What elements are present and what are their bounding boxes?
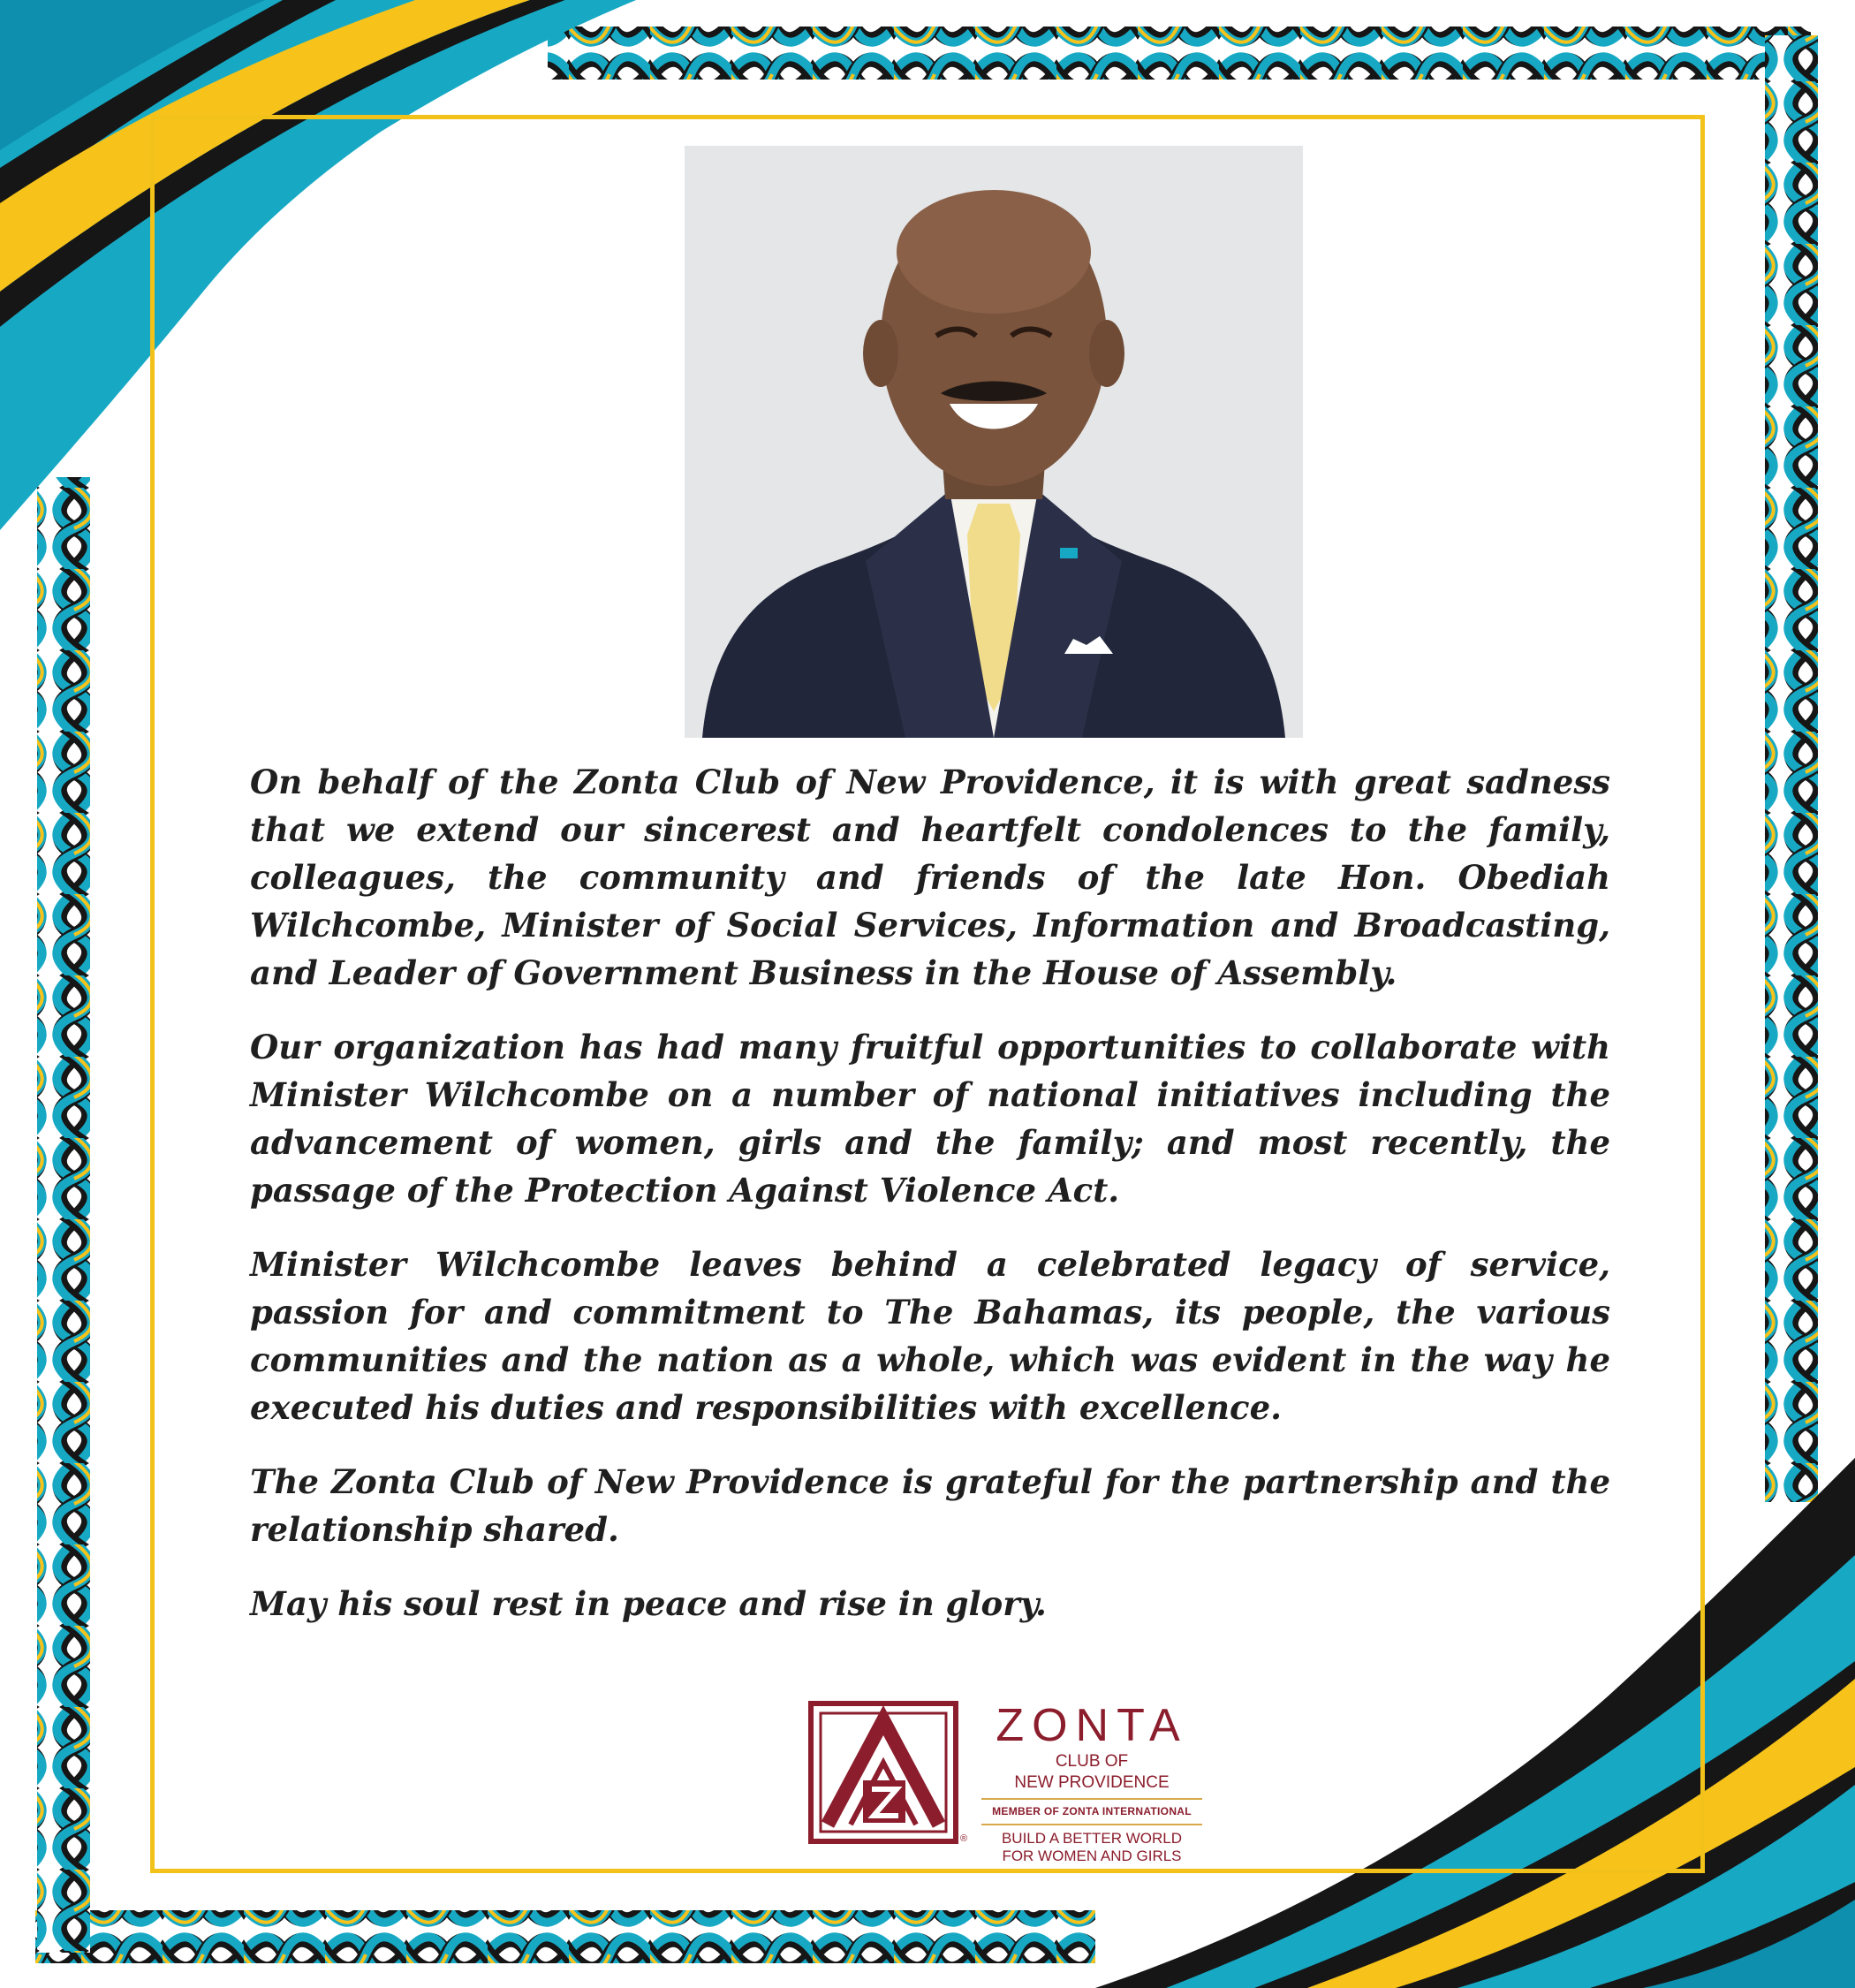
zonta-logo xyxy=(808,1700,1197,1864)
zonta-emblem-icon xyxy=(808,1701,958,1844)
logo-divider xyxy=(981,1798,1202,1800)
logo-tagline-2: FOR WOMEN AND GIRLS xyxy=(1002,1848,1182,1864)
message-paragraph: Minister Wilchcombe leaves behind a celebrated legacy of service, passion for and commitment to The Bahamas, its people, the various communities and the nation as a whole, which was evident in the way he executed his duties and responsibilities with excellence. xyxy=(250,1245,1610,1427)
ribbon-border-right xyxy=(1765,35,1818,1502)
logo-club-line1: CLUB OF xyxy=(1055,1752,1129,1771)
ribbon-border-bottom xyxy=(35,1910,1095,1963)
zonta-logo-text xyxy=(981,1701,1202,1865)
portrait-photo xyxy=(685,146,1303,738)
condolence-message xyxy=(250,758,1610,1654)
logo-club-line2: NEW PROVIDENCE xyxy=(1014,1773,1170,1792)
message-paragraph: On behalf of the Zonta Club of New Providence, it is with great sadness that we extend our sincerest and heartfelt condolences to the family, colleagues, the community and friends of the late Hon. Obediah Wilchcombe, Minister of Social Services, Information and Broadcasting, and Leader of Government Business in the House of Assembly. xyxy=(250,763,1610,992)
closing-line: May his soul rest in peace and rise in glory. xyxy=(250,1584,1047,1623)
message-paragraph: The Zonta Club of New Providence is grateful for the partnership and the relationship shared. xyxy=(250,1462,1610,1549)
ribbon-border-top xyxy=(548,27,1811,80)
logo-tagline-1: BUILD A BETTER WORLD xyxy=(1001,1830,1183,1847)
registered-mark: ® xyxy=(960,1833,968,1844)
logo-divider xyxy=(981,1824,1202,1825)
message-paragraph: Our organization has had many fruitful opportunities to collaborate with Minister Wilchcombe on a number of national initiatives including the advancement of women, girls and the family; and most recently, the passage of the Protection Against Violence Act. xyxy=(250,1028,1610,1210)
ribbon-border-left xyxy=(37,477,90,1953)
portrait-photo-icon xyxy=(685,146,1303,738)
logo-wordmark: ZONTA xyxy=(996,1700,1188,1751)
logo-member-line: MEMBER OF ZONTA INTERNATIONAL xyxy=(992,1805,1192,1817)
